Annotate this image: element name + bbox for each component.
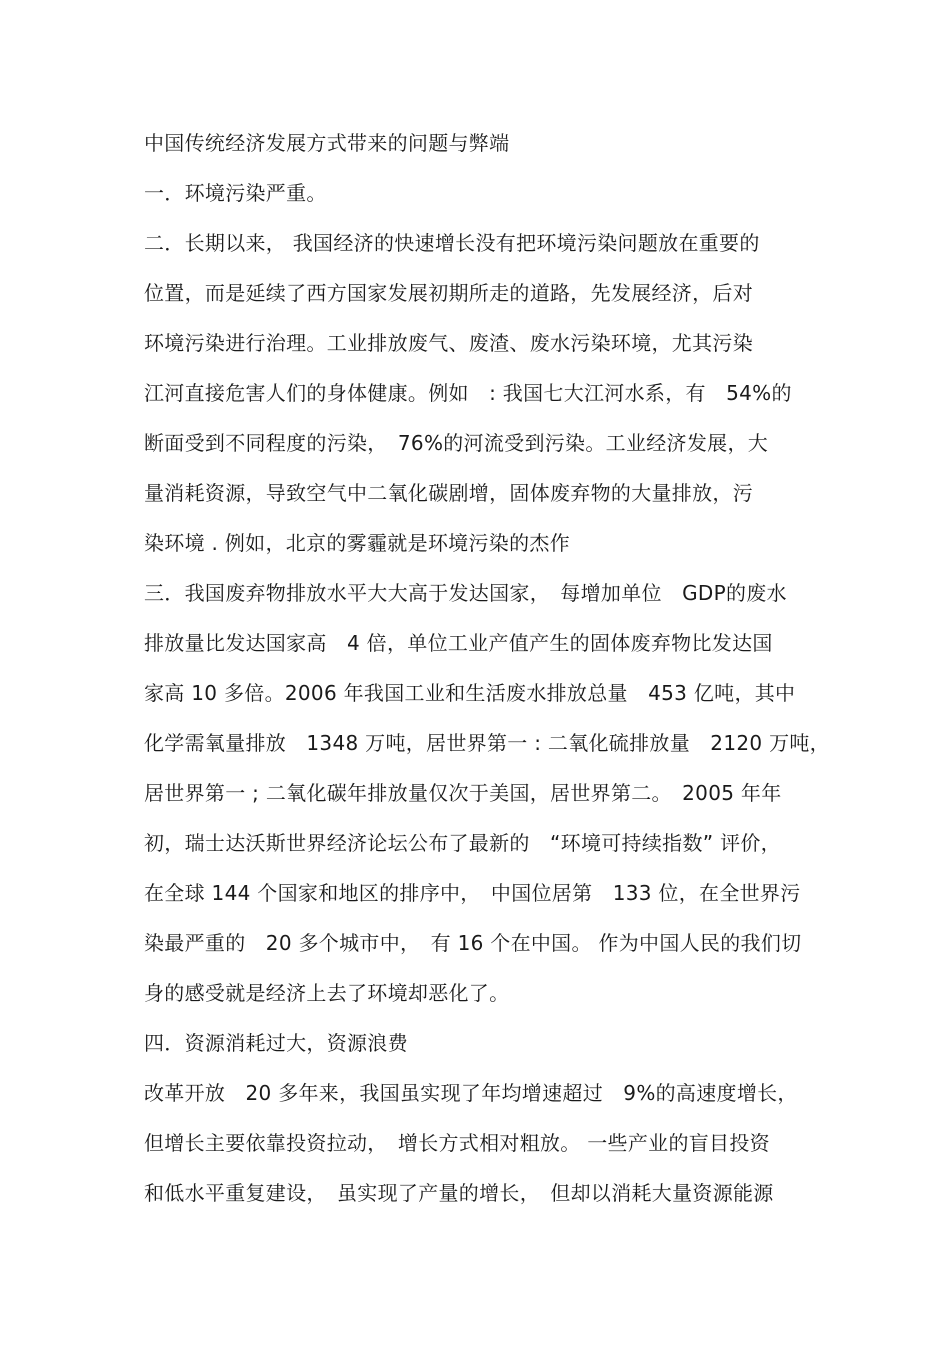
paragraph-line: 断面受到不同程度的污染， 76%的河流受到污染。工业经济发展，大	[144, 431, 769, 455]
paragraph-line: 家高 10 多倍。2006 年我国工业和生活废水排放总量 453 亿吨，其中	[144, 681, 796, 705]
section-heading-4: 四．资源消耗过大，资源浪费	[144, 1031, 408, 1055]
section-heading-1: 一．环境污染严重。	[144, 181, 327, 205]
document-title: 中国传统经济发展方式带来的问题与弊端	[144, 131, 510, 155]
paragraph-line: 身的感受就是经济上去了环境却恶化了。	[144, 981, 510, 1005]
paragraph-line: 江河直接危害人们的身体健康。例如 : 我国七大江河水系，有 54%的	[144, 381, 792, 405]
paragraph-line: 初，瑞士达沃斯世界经济论坛公布了最新的 “环境可持续指数” 评价，	[144, 831, 781, 855]
paragraph-line: 化学需氧量排放 1348 万吨，居世界第一 : 二氧化硫排放量 2120 万吨，	[144, 731, 830, 755]
paragraph-line: 和低水平重复建设， 虽实现了产量的增长， 但却以消耗大量资源能源	[144, 1181, 774, 1205]
paragraph-line: 居世界第一 ; 二氧化碳年排放量仅次于美国，居世界第二。 2005 年年	[144, 781, 782, 805]
paragraph-line: 量消耗资源，导致空气中二氧化碳剧增，固体废弃物的大量排放，污	[144, 481, 753, 505]
paragraph-line: 改革开放 20 多年来，我国虽实现了年均增速超过 9%的高速度增长，	[144, 1081, 798, 1105]
paragraph-line: 二．长期以来， 我国经济的快速增长没有把环境污染问题放在重要的	[144, 231, 760, 255]
paragraph-line: 环境污染进行治理。工业排放废气、废渣、废水污染环境，尤其污染	[144, 331, 753, 355]
paragraph-line: 排放量比发达国家高 4 倍，单位工业产值产生的固体废弃物比发达国	[144, 631, 773, 655]
paragraph-line: 染最严重的 20 多个城市中， 有 16 个在中国。 作为中国人民的我们切	[144, 931, 802, 955]
paragraph-line: 三．我国废弃物排放水平大大高于发达国家， 每增加单位 GDP的废水	[144, 581, 787, 605]
paragraph-line: 位置，而是延续了西方国家发展初期所走的道路，先发展经济，后对	[144, 281, 753, 305]
paragraph-line: 但增长主要依靠投资拉动， 增长方式相对粗放。 一些产业的盲目投资	[144, 1131, 770, 1155]
paragraph-line: 染环境 . 例如，北京的雾霾就是环境污染的杰作	[144, 531, 570, 555]
paragraph-line: 在全球 144 个国家和地区的排序中， 中国位居第 133 位，在全世界污	[144, 881, 801, 905]
